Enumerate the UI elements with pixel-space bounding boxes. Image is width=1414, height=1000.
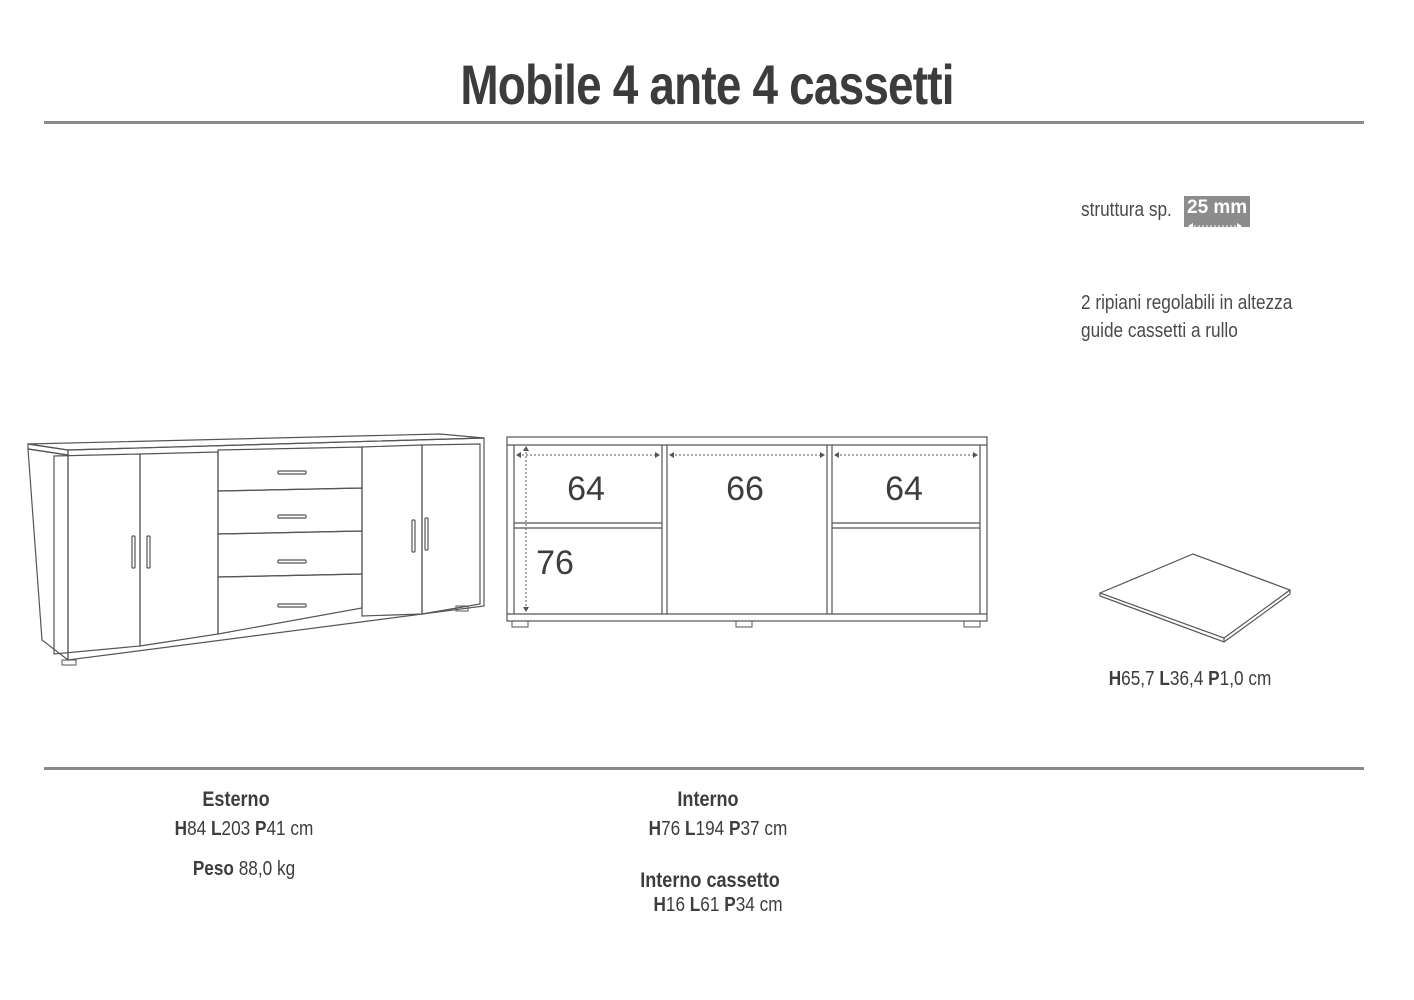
interno-l-key: L: [685, 818, 696, 840]
shelf-p-val: 1,0: [1219, 668, 1244, 690]
shelf-p-key: P: [1208, 668, 1220, 690]
esterno-weight: [115, 858, 373, 881]
shelf-l-key: L: [1159, 668, 1170, 690]
feature-drawer-guides: guide cassetti a rullo: [1081, 320, 1238, 342]
esterno-p-key: P: [255, 818, 267, 840]
shelf-unit: cm: [1248, 668, 1272, 690]
thickness-arrow-icon: [1186, 220, 1244, 232]
shelf-drawing: [1096, 550, 1296, 646]
cassetto-h-key: H: [653, 894, 666, 916]
interno-l-val: 194: [695, 818, 725, 840]
shelf-h-val: 65,7: [1121, 668, 1155, 690]
interno-dimensions: [589, 818, 847, 841]
interno-cassetto-dimensions: [589, 894, 847, 917]
esterno-h-val: 84: [187, 818, 207, 840]
cassetto-h-val: 16: [665, 894, 686, 916]
esterno-l-key: L: [211, 818, 222, 840]
interno-cassetto-label: Interno cassetto: [640, 869, 780, 892]
interno-h-val: 76: [661, 818, 681, 840]
esterno-dimensions: [115, 818, 373, 841]
interior-width-right: 64: [885, 470, 923, 508]
interno-p-val: 37: [740, 818, 760, 840]
cassetto-p-key: P: [724, 894, 736, 916]
structure-label: struttura sp.: [1081, 199, 1172, 221]
cabinet-exterior-drawing: [22, 428, 492, 670]
structure-note: [1081, 199, 1187, 222]
thickness-value: 25 mm: [1184, 196, 1250, 227]
interno-unit: cm: [764, 818, 788, 840]
esterno-p-val: 41: [266, 818, 286, 840]
interior-width-left: 64: [567, 470, 605, 508]
feature-shelves: 2 ripiani regolabili in altezza: [1081, 292, 1293, 314]
esterno-l-val: 203: [221, 818, 251, 840]
esterno-unit: cm: [290, 818, 314, 840]
shelf-dimensions: [1061, 668, 1319, 691]
cassetto-l-key: L: [689, 894, 701, 916]
cassetto-unit: cm: [759, 894, 783, 916]
esterno-label: Esterno: [202, 788, 270, 811]
top-divider: [44, 121, 1364, 124]
esterno-h-key: H: [174, 818, 188, 840]
interno-label: Interno: [677, 788, 739, 811]
shelf-l-val: 36,4: [1169, 668, 1204, 690]
weight-label: Peso: [192, 858, 234, 880]
interno-p-key: P: [729, 818, 741, 840]
cassetto-p-val: 34: [735, 894, 755, 916]
thickness-badge: [1184, 197, 1250, 219]
interno-h-key: H: [648, 818, 662, 840]
cassetto-l-val: 61: [700, 894, 720, 916]
page-title: Mobile 4 ante 4 cassetti: [460, 53, 954, 116]
interior-height-left: 76: [536, 544, 574, 582]
cabinet-interior-drawing: [504, 434, 990, 640]
interior-width-center: 66: [726, 470, 764, 508]
bottom-divider: [44, 767, 1364, 770]
weight-value: 88,0 kg: [238, 858, 296, 880]
shelf-h-key: H: [1108, 668, 1122, 690]
